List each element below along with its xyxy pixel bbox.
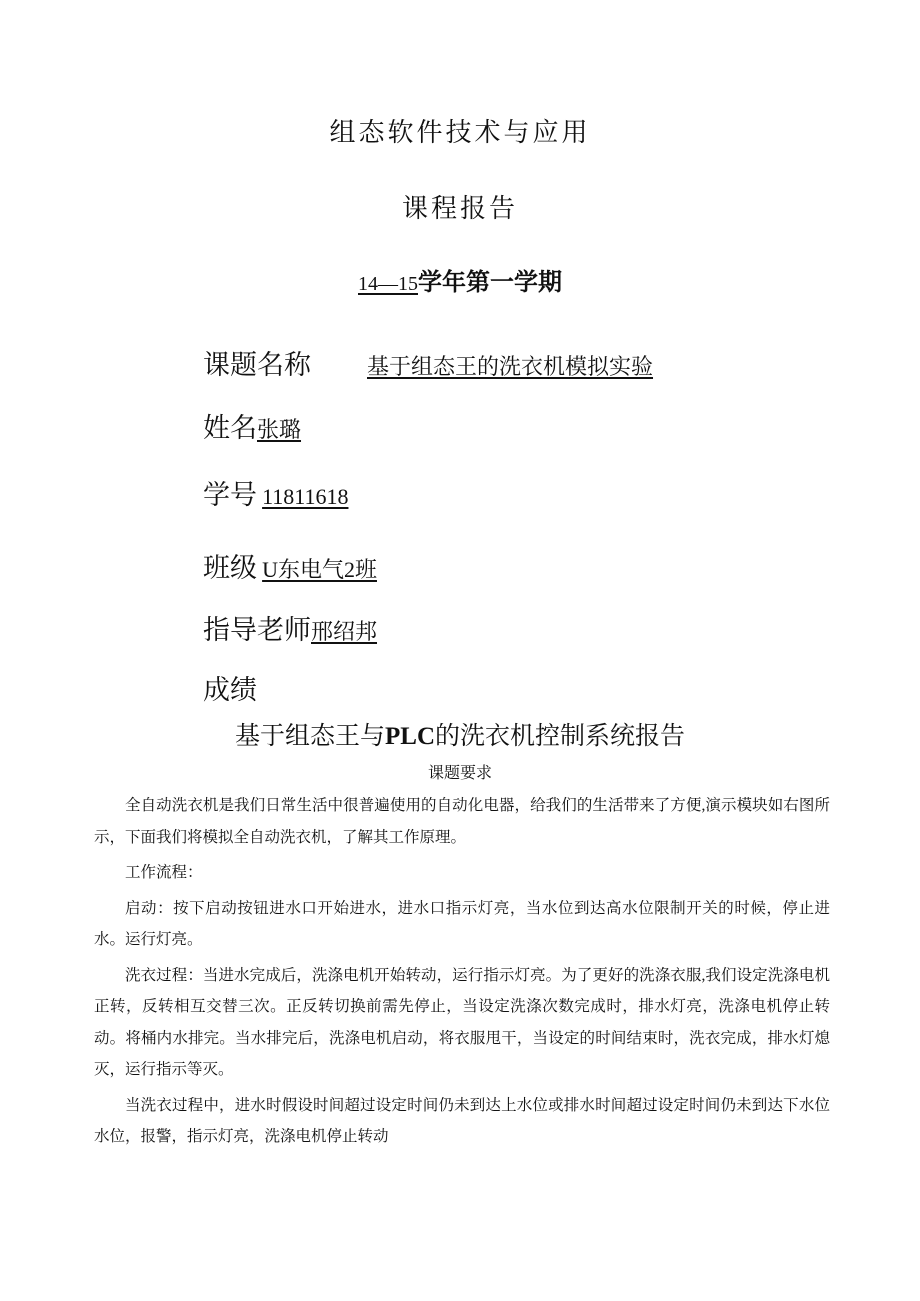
teacher-value: 邢绍邦 [311,619,378,644]
term-line [0,262,920,297]
paragraph-start: 启动：按下启动按钮进水口开始进水，进水口指示灯亮，当水位到达高水位限制开关的时候，停止进水。运行灯亮。 [94,899,830,948]
field-name [203,406,301,445]
paragraph-washing: 洗衣过程：当进水完成后，洗涤电机开始转动，运行指示灯亮。为了更好的洗涤衣服,我们设定洗涤电机正转，反转相互交替三次。正反转切换前需先停止，当设定洗涤次数完成时，排水灯亮，洗涤电机停止转动。将桶内水排完。当水排完后，洗涤电机启动，将衣服甩干，当设定的时间结束时，洗衣完成，排水灯熄灭，运行指示等灭。 [94,966,830,1078]
course-title: 组态软件技术与应用 [329,118,591,148]
field-student-id [203,473,348,512]
paragraph-workflow: 工作流程： [125,864,203,881]
topic-value: 基于组态王的洗衣机模拟实验 [367,354,654,379]
requirements-body [94,790,830,1153]
grade-label: 成绩 [203,675,257,706]
term-year: 14—15 [358,273,418,295]
class-value: U东电气2班 [262,557,377,582]
class-label: 班级 [203,553,257,584]
field-class [203,546,377,585]
requirements-heading: 课题要求 [427,763,492,782]
teacher-label: 指导老师 [203,615,311,646]
paragraph-intro: 全自动洗衣机是我们日常生活中很普遍使用的自动化电器，给我们的生活带来了方便,演示模块如右图所示，下面我们将模拟全自动洗衣机，了解其工作原理。 [94,797,830,846]
report-title [0,716,920,752]
paragraph-alarm: 当洗衣过程中，进水时假设时间超过设定时间仍未到达上水位或排水时间超过设定时间仍未到达下水位水位，报警，指示灯亮，洗涤电机停止转动 [94,1096,830,1145]
report-title-pre: 基于组态王与 [234,723,385,750]
name-label: 姓名 [203,413,257,444]
report-type-title: 课程报告 [401,194,518,224]
field-teacher [203,608,377,647]
field-grade [203,668,257,707]
report-title-plc: PLC [385,723,435,750]
report-title-post: 的洗衣机控制系统报告 [435,723,686,750]
name-value: 张璐 [257,417,302,442]
term-label: 学年第一学期 [418,268,562,296]
field-topic [203,343,653,382]
student-id-value: 11811618 [262,484,349,509]
topic-label: 课题名称 [203,350,311,381]
student-id-label: 学号 [203,480,257,511]
